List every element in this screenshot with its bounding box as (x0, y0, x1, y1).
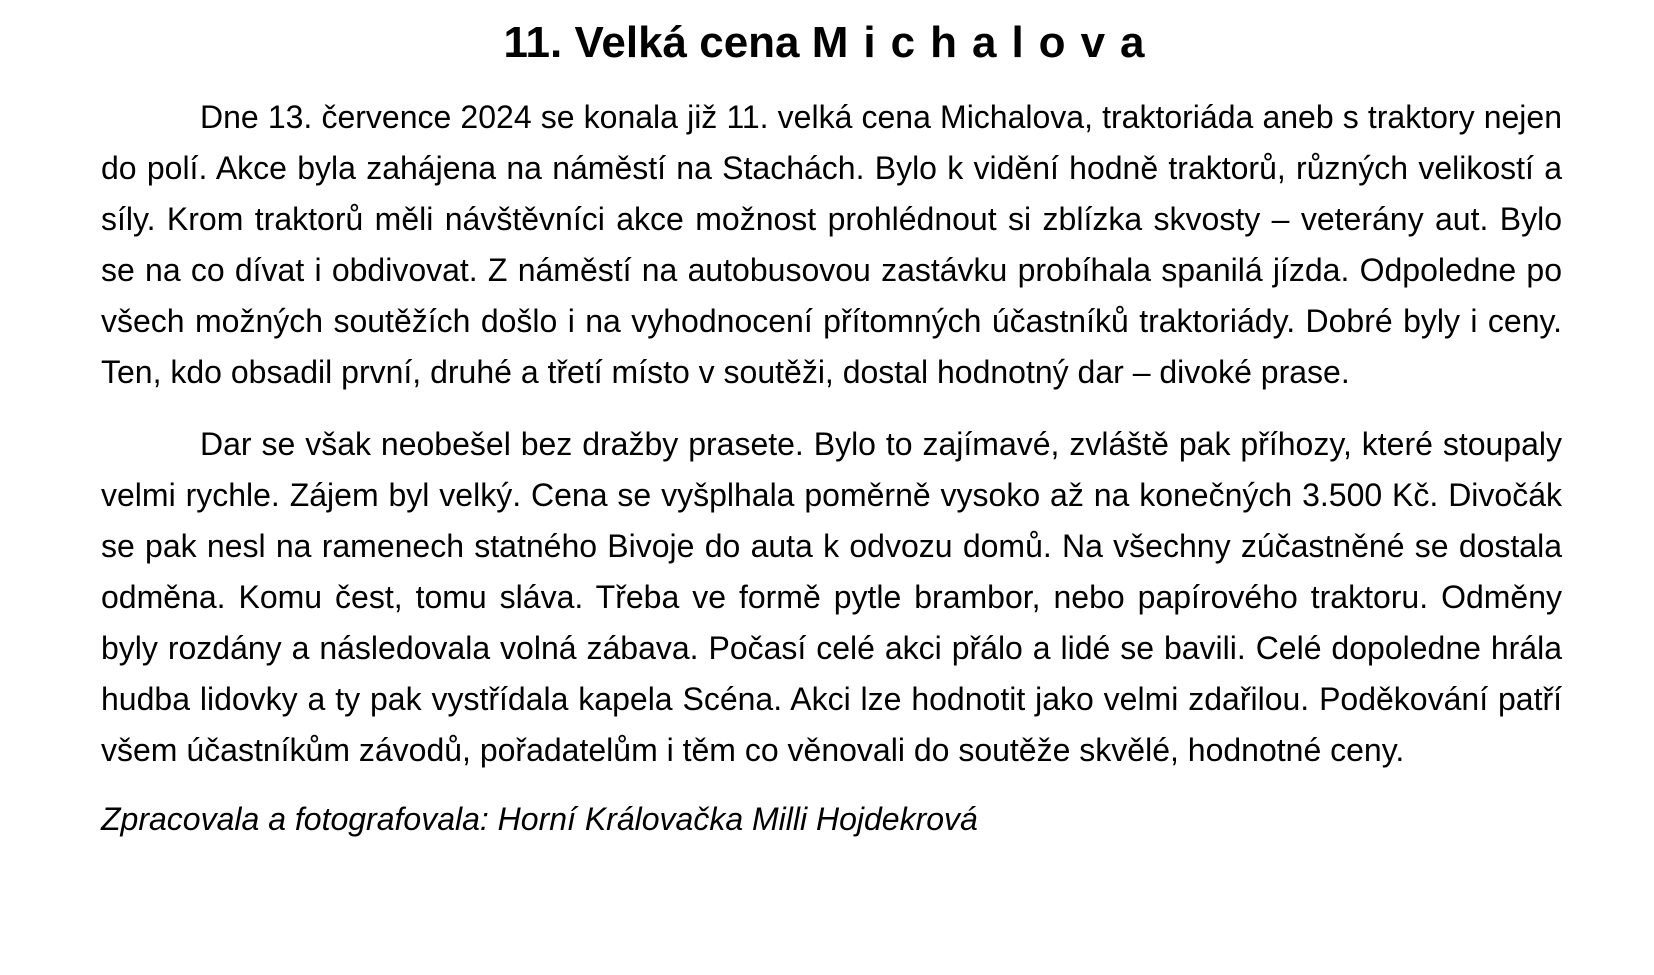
document-page (101, 0, 1562, 845)
article-paragraph: Dne 13. července 2024 se konala již 11. velká cena Michalova, traktoriáda aneb s traktory nejen do polí. Akce byla zahájena na náměstí na Stachách. Bylo k vidění hodně traktorů, různých velikostí a síly. Krom traktorů měli návštěvníci akce možnost prohlédnout si zblízka skvosty – veterány aut. Bylo se na co dívat i obdivovat. Z náměstí na autobusovou zastávku probíhala spanilá jízda. Odpoledne po všech možných soutěžích došlo i na vyhodnocení přítomných účastníků traktoriády. Dobré byly i ceny. Ten, kdo obsadil první, druhé a třetí místo v soutěži, dostal hodnotný dar – divoké prase. (101, 99, 1562, 390)
author-credit: Zpracovala a fotografovala: Horní Královačka Milli Hojdekrová (101, 801, 978, 837)
title-name: Michalova (811, 18, 1160, 67)
title-prefix: 11. Velká cena (503, 18, 800, 67)
article-title (101, 0, 1562, 72)
article-paragraph: Dar se však neobešel bez dražby prasete. Bylo to zajímavé, zvláště pak příhozy, které stoupaly velmi rychle. Zájem byl velký. Cena se vyšplhala poměrně vysoko až na konečných 3.500 Kč. Divočák se pak nesl na ramenech statného Bivoje do auta k odvozu domů. Na všechny zúčastněné se dostala odměna. Komu čest, tomu sláva. Třeba ve formě pytle brambor, nebo papírového traktoru. Odměny byly rozdány a následovala volná zábava. Počasí celé akci přálo a lidé se bavili. Celé dopoledne hrála hudba lidovky a ty pak vystřídala kapela Scéna. Akci lze hodnotit jako velmi zdařilou. Poděkování patří všem účastníkům závodů, pořadatelům i těm co věnovali do soutěže skvělé, hodnotné ceny. (101, 426, 1562, 768)
